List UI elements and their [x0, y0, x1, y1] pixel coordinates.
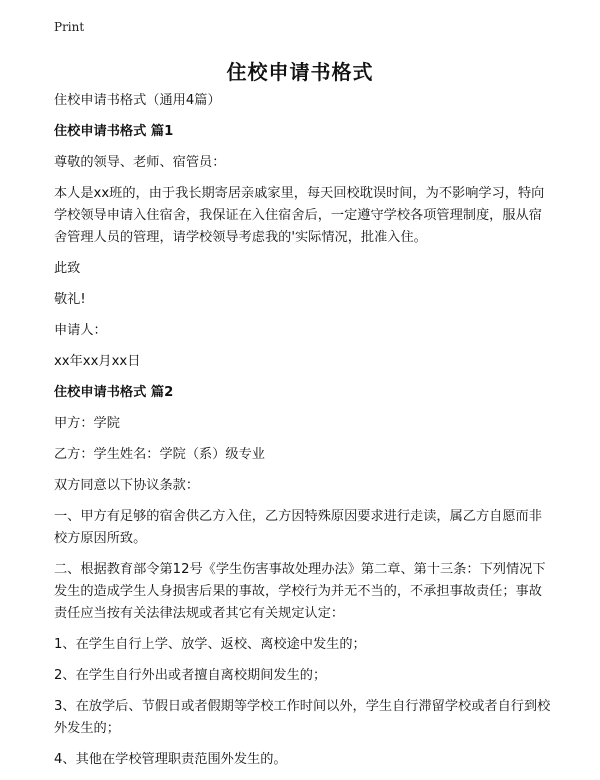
closing-line: 此致: [54, 261, 81, 276]
document-body: [54, 90, 554, 780]
body-paragraph: 一、甲方有足够的宿舍供乙方入住，乙方因特殊原因要求进行走读，属乙方自愿而非校方原因所致。: [54, 509, 542, 546]
body-paragraph: 双方同意以下协议条款：: [54, 478, 200, 493]
list-item: 1、在学生自行上学、放学、返校、离校途中发生的；: [54, 637, 366, 652]
body-paragraph: 本人是xx班的，由于我长期寄居亲戚家里，每天回校耽误时间，为不影响学习，特向学校领导申请入住宿舍，我保证在入住宿舍后，一定遵守学校各项管理制度，服从宿舍管理人员的管理，请学校领导考虑我的'实际情况，批准入住。: [54, 186, 545, 245]
applicant-line: 申请人：: [54, 323, 107, 338]
list-item: 3、在放学后、节假日或者假期等学校工作时间以外，学生自行滞留学校或者自行到校外发生的；: [54, 699, 551, 736]
body-paragraph: 二、根据教育部令第12号《学生伤害事故处理办法》第二章、第十三条：下列情况下发生的造成学生人身损害后果的事故，学校行为并无不当的，不承担事故责任；事故责任应当按有关法律法规或者其它有关规定认定：: [54, 562, 546, 621]
list-item: 4、其他在学校管理职责范围外发生的。: [54, 752, 287, 767]
party-line: 甲方：学院: [54, 416, 120, 431]
document-subtitle: 住校申请书格式（通用4篇）: [54, 93, 221, 108]
closing-line: 敬礼!: [54, 292, 86, 307]
party-line: 乙方：学生姓名：学院（系）级专业: [54, 447, 265, 462]
page-title: 住校申请书格式: [226, 60, 374, 84]
section-heading: 住校申请书格式 篇1: [54, 124, 174, 139]
date-line: xx年xx月xx日: [54, 354, 141, 369]
list-item: 2、在学生自行外出或者擅自离校期间发生的；: [54, 668, 327, 683]
salutation: 尊敬的领导、老师、宿管员：: [54, 155, 226, 170]
section-heading: 住校申请书格式 篇2: [54, 385, 174, 400]
print-label: Print: [54, 20, 85, 34]
